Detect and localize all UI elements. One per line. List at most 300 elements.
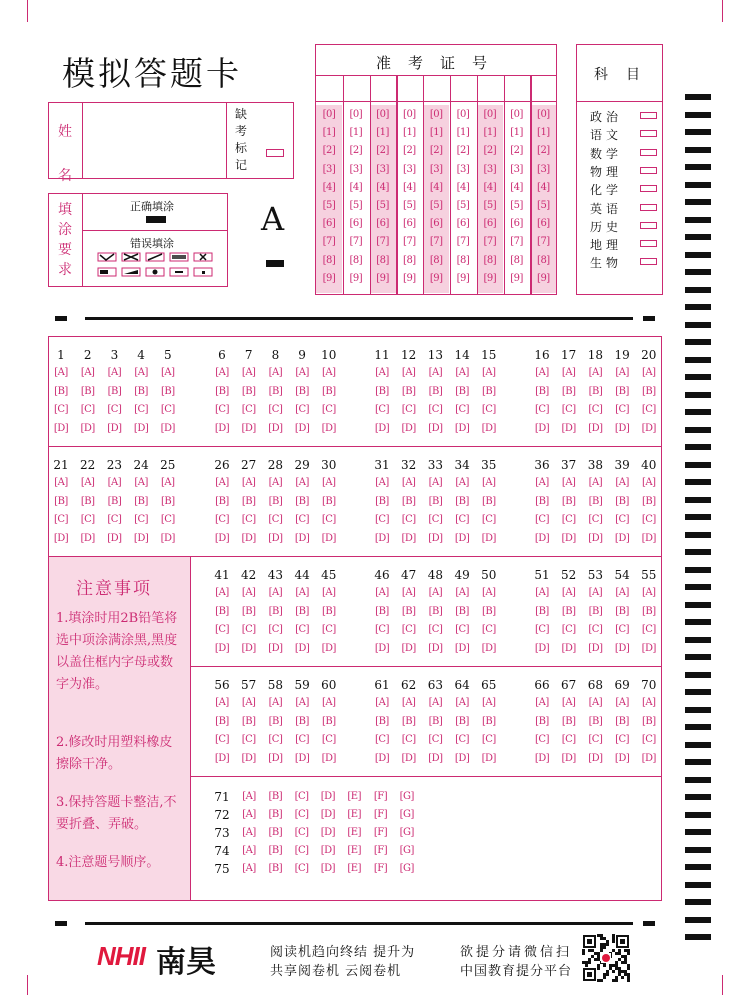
answer-bubble[interactable]: [A] [322,367,336,378]
answer-bubble[interactable]: [C] [241,734,256,745]
answer-bubble[interactable]: [D] [428,642,443,654]
subject-bubble[interactable] [640,149,657,156]
answer-bubble[interactable]: [D] [454,532,470,544]
answer-bubble[interactable]: [A] [161,477,175,488]
answer-bubble[interactable]: [C] [588,624,603,635]
absent-mark-box[interactable] [266,149,284,157]
answer-bubble[interactable]: [C] [535,624,549,635]
answer-bubble[interactable]: [B] [321,715,336,727]
answer-bubble[interactable]: [B] [535,605,549,617]
answer-bubble[interactable]: [B] [268,845,283,856]
answer-bubble[interactable]: [C] [294,845,309,856]
answer-bubble[interactable]: [G] [399,791,414,802]
answer-bubble[interactable]: [E] [347,791,361,802]
answer-bubble[interactable]: [E] [347,863,361,874]
answer-bubble[interactable]: [C] [241,624,256,635]
answer-bubble[interactable]: [A] [375,367,389,378]
answer-bubble[interactable]: [D] [454,752,470,764]
name-field[interactable] [84,104,224,177]
answer-bubble[interactable]: [A] [322,587,336,598]
answer-bubble[interactable]: [D] [241,532,256,544]
answer-bubble[interactable]: [F] [373,827,388,838]
answer-bubble[interactable]: [C] [295,514,310,525]
answer-bubble[interactable]: [B] [535,495,549,507]
answer-bubble[interactable]: [C] [401,734,416,745]
answer-bubble[interactable]: [D] [214,422,230,434]
answer-bubble[interactable]: [B] [54,495,68,507]
answer-bubble[interactable]: [B] [615,605,629,617]
answer-bubble[interactable]: [D] [241,752,256,764]
answer-bubble[interactable]: [A] [242,863,256,874]
admission-digit-bubble[interactable]: [3] [429,163,443,175]
answer-bubble[interactable]: [D] [534,532,550,544]
answer-bubble[interactable]: [B] [615,495,629,507]
answer-bubble[interactable]: [D] [641,422,656,434]
admission-digit-bubble[interactable]: [7] [322,236,336,248]
answer-bubble[interactable]: [B] [375,385,389,397]
answer-bubble[interactable]: [C] [428,404,443,415]
admission-digit-bubble[interactable]: [9] [510,272,523,284]
admission-digit-bubble[interactable]: [5] [510,200,523,211]
answer-bubble[interactable]: [C] [561,624,576,635]
admission-digit-bubble[interactable]: [6] [456,218,470,230]
answer-bubble[interactable]: [A] [268,477,283,488]
answer-bubble[interactable]: [C] [481,514,496,525]
admission-digit-bubble[interactable]: [1] [429,127,443,139]
answer-bubble[interactable]: [A] [107,367,122,378]
subject-bubble[interactable] [640,130,657,137]
answer-bubble[interactable]: [C] [561,404,576,415]
answer-bubble[interactable]: [B] [107,495,122,507]
answer-bubble[interactable]: [C] [160,404,175,415]
admission-digit-bubble[interactable]: [7] [349,236,363,248]
subject-bubble[interactable] [640,258,657,265]
answer-bubble[interactable]: [D] [588,422,603,434]
answer-bubble[interactable]: [C] [134,404,149,415]
answer-bubble[interactable]: [B] [160,495,175,507]
answer-bubble[interactable]: [C] [455,734,470,745]
answer-bubble[interactable]: [D] [401,752,416,764]
answer-bubble[interactable]: [A] [401,697,416,708]
answer-bubble[interactable]: [D] [614,422,630,434]
answer-bubble[interactable]: [A] [428,367,443,378]
answer-bubble[interactable]: [C] [561,514,576,525]
answer-bubble[interactable]: [A] [428,587,443,598]
answer-bubble[interactable]: [B] [401,605,416,617]
answer-bubble[interactable]: [D] [481,642,496,654]
answer-bubble[interactable]: [A] [268,587,283,598]
admission-digit-bubble[interactable]: [9] [403,272,416,284]
answer-bubble[interactable]: [A] [215,367,229,378]
answer-bubble[interactable]: [C] [588,734,603,745]
admission-digit-bubble[interactable]: [3] [456,163,470,175]
answer-bubble[interactable]: [D] [401,422,416,434]
answer-bubble[interactable]: [A] [535,587,549,598]
admission-digit-bubble[interactable]: [7] [510,236,523,248]
admission-digit-bubble[interactable]: [4] [429,181,443,193]
answer-bubble[interactable]: [B] [160,385,175,397]
admission-digit-bubble[interactable]: [0] [456,109,470,120]
answer-bubble[interactable]: [C] [375,404,389,415]
answer-bubble[interactable]: [A] [615,367,629,378]
answer-bubble[interactable]: [B] [588,495,603,507]
answer-bubble[interactable]: [B] [588,715,603,727]
answer-bubble[interactable]: [A] [642,477,656,488]
admission-digit-bubble[interactable]: [2] [429,145,443,157]
answer-bubble[interactable]: [C] [215,734,229,745]
answer-bubble[interactable]: [A] [642,367,656,378]
answer-bubble[interactable]: [A] [242,827,256,838]
answer-bubble[interactable]: [B] [401,495,416,507]
answer-bubble[interactable]: [C] [160,514,175,525]
answer-bubble[interactable]: [C] [321,624,336,635]
admission-digit-bubble[interactable]: [4] [456,181,470,193]
answer-bubble[interactable]: [D] [160,422,175,434]
answer-bubble[interactable]: [A] [80,477,95,488]
answer-bubble[interactable]: [C] [321,514,336,525]
answer-bubble[interactable]: [C] [588,514,603,525]
admission-digit-bubble[interactable]: [1] [376,127,389,139]
answer-bubble[interactable]: [B] [215,495,229,507]
answer-bubble[interactable]: [F] [373,809,388,820]
admission-digit-bubble[interactable]: [9] [483,272,497,284]
answer-bubble[interactable]: [C] [294,827,309,838]
answer-bubble[interactable]: [B] [561,385,576,397]
answer-bubble[interactable]: [D] [428,752,443,764]
answer-bubble[interactable]: [D] [53,422,69,434]
answer-bubble[interactable]: [D] [320,845,336,856]
answer-bubble[interactable]: [C] [615,734,630,745]
answer-bubble[interactable]: [D] [481,752,496,764]
admission-digit-bubble[interactable]: [8] [429,254,443,266]
answer-bubble[interactable]: [B] [295,495,309,507]
answer-bubble[interactable]: [B] [641,715,656,727]
answer-bubble[interactable]: [D] [534,642,550,654]
answer-bubble[interactable]: [C] [54,404,68,415]
answer-bubble[interactable]: [G] [399,809,414,820]
answer-bubble[interactable]: [A] [375,697,389,708]
subject-bubble[interactable] [640,112,657,119]
answer-bubble[interactable]: [B] [561,605,576,617]
answer-bubble[interactable]: [A] [588,587,603,598]
answer-bubble[interactable]: [C] [321,734,336,745]
admission-digit-bubble[interactable]: [2] [403,145,416,157]
answer-bubble[interactable]: [D] [561,422,576,434]
admission-digit-bubble[interactable]: [1] [510,127,523,139]
answer-bubble[interactable]: [C] [294,791,309,802]
answer-bubble[interactable]: [B] [375,715,389,727]
answer-bubble[interactable]: [A] [375,477,389,488]
answer-bubble[interactable]: [C] [268,404,283,415]
answer-bubble[interactable]: [A] [455,367,469,378]
answer-bubble[interactable]: [B] [428,605,443,617]
answer-bubble[interactable]: [G] [399,863,414,874]
answer-bubble[interactable]: [A] [241,587,256,598]
admission-digit-bubble[interactable]: [2] [510,145,523,157]
answer-bubble[interactable]: [D] [320,827,336,838]
answer-bubble[interactable]: [C] [107,514,122,525]
answer-bubble[interactable]: [D] [268,422,283,434]
answer-bubble[interactable]: [F] [373,791,388,802]
answer-bubble[interactable]: [A] [642,697,656,708]
answer-bubble[interactable]: [A] [295,477,309,488]
answer-bubble[interactable]: [D] [241,422,256,434]
admission-digit-bubble[interactable]: [9] [376,272,389,284]
answer-bubble[interactable]: [B] [80,495,95,507]
admission-digit-bubble[interactable]: [5] [429,200,443,211]
answer-bubble[interactable]: [D] [561,752,576,764]
answer-bubble[interactable]: [D] [534,422,550,434]
answer-bubble[interactable]: [G] [399,845,414,856]
answer-bubble[interactable]: [A] [482,697,496,708]
answer-bubble[interactable]: [A] [215,587,229,598]
answer-bubble[interactable]: [A] [561,697,576,708]
answer-bubble[interactable]: [C] [375,514,389,525]
admission-digit-bubble[interactable]: [1] [322,127,336,139]
answer-bubble[interactable]: [C] [268,514,283,525]
answer-bubble[interactable]: [D] [321,642,336,654]
answer-bubble[interactable]: [B] [641,495,656,507]
answer-bubble[interactable]: [D] [641,752,656,764]
answer-bubble[interactable]: [B] [428,495,443,507]
answer-bubble[interactable]: [C] [588,404,603,415]
answer-bubble[interactable]: [B] [215,605,229,617]
answer-bubble[interactable]: [B] [295,715,309,727]
answer-bubble[interactable]: [B] [241,385,256,397]
answer-bubble[interactable]: [A] [54,367,68,378]
answer-bubble[interactable]: [C] [215,514,229,525]
admission-digit-bubble[interactable]: [3] [537,163,550,175]
answer-bubble[interactable]: [A] [295,587,309,598]
answer-bubble[interactable]: [B] [641,385,656,397]
answer-bubble[interactable]: [C] [641,404,656,415]
answer-bubble[interactable]: [C] [615,624,630,635]
answer-bubble[interactable]: [A] [455,477,469,488]
answer-bubble[interactable]: [D] [268,532,283,544]
answer-bubble[interactable]: [B] [588,605,603,617]
admission-digit-bubble[interactable]: [6] [322,218,336,230]
answer-bubble[interactable]: [D] [294,422,310,434]
answer-bubble[interactable]: [B] [80,385,95,397]
answer-bubble[interactable]: [C] [455,404,470,415]
admission-digit-bubble[interactable]: [7] [537,236,550,248]
answer-bubble[interactable]: [A] [482,367,496,378]
admission-digit-bubble[interactable]: [1] [537,127,550,139]
admission-digit-bubble[interactable]: [8] [456,254,470,266]
answer-bubble[interactable]: [D] [321,532,336,544]
answer-bubble[interactable]: [A] [535,477,549,488]
answer-bubble[interactable]: [B] [321,605,336,617]
answer-bubble[interactable]: [A] [535,697,549,708]
admission-digit-bubble[interactable]: [9] [537,272,550,284]
admission-digit-bubble[interactable]: [0] [483,109,497,120]
admission-digit-bubble[interactable]: [4] [510,181,523,193]
answer-bubble[interactable]: [B] [215,385,229,397]
answer-bubble[interactable]: [C] [455,514,470,525]
answer-bubble[interactable]: [C] [241,514,256,525]
answer-bubble[interactable]: [A] [642,587,656,598]
answer-bubble[interactable]: [A] [80,367,95,378]
admission-digit-bubble[interactable]: [2] [456,145,470,157]
answer-bubble[interactable]: [B] [455,495,469,507]
answer-bubble[interactable]: [D] [588,532,603,544]
answer-bubble[interactable]: [B] [401,715,416,727]
answer-bubble[interactable]: [F] [373,845,388,856]
answer-bubble[interactable]: [B] [268,791,283,802]
answer-bubble[interactable]: [A] [455,587,469,598]
admission-digit-bubble[interactable]: [5] [322,200,336,211]
answer-bubble[interactable]: [C] [641,514,656,525]
answer-bubble[interactable]: [B] [54,385,68,397]
answer-bubble[interactable]: [C] [134,514,149,525]
answer-bubble[interactable]: [D] [133,532,149,544]
answer-bubble[interactable]: [C] [295,404,310,415]
answer-bubble[interactable]: [D] [614,532,630,544]
answer-bubble[interactable]: [B] [321,385,336,397]
answer-bubble[interactable]: [C] [615,404,630,415]
answer-bubble[interactable]: [B] [241,495,256,507]
answer-bubble[interactable]: [A] [401,477,416,488]
subject-bubble[interactable] [640,240,657,247]
answer-bubble[interactable]: [B] [268,495,283,507]
admission-digit-bubble[interactable]: [6] [349,218,363,230]
answer-bubble[interactable]: [D] [80,422,95,434]
admission-digit-bubble[interactable]: [5] [537,200,550,211]
admission-digit-bubble[interactable]: [7] [456,236,470,248]
admission-digit-bubble[interactable]: [8] [349,254,363,266]
subject-bubble[interactable] [640,167,657,174]
answer-bubble[interactable]: [B] [215,715,229,727]
answer-bubble[interactable]: [B] [615,385,629,397]
answer-bubble[interactable]: [D] [561,642,576,654]
answer-bubble[interactable]: [B] [295,605,309,617]
answer-bubble[interactable]: [B] [481,385,496,397]
answer-bubble[interactable]: [D] [641,642,656,654]
answer-bubble[interactable]: [D] [320,863,336,874]
admission-digit-bubble[interactable]: [8] [403,254,416,266]
admission-digit-bubble[interactable]: [3] [483,163,497,175]
answer-bubble[interactable]: [D] [160,532,175,544]
answer-bubble[interactable]: [A] [215,477,229,488]
answer-bubble[interactable]: [B] [455,385,469,397]
answer-bubble[interactable]: [B] [535,385,549,397]
answer-bubble[interactable]: [D] [268,642,283,654]
answer-bubble[interactable]: [C] [401,514,416,525]
answer-bubble[interactable]: [F] [373,863,388,874]
admission-digit-bubble[interactable]: [7] [403,236,416,248]
answer-bubble[interactable]: [A] [295,367,309,378]
admission-digit-bubble[interactable]: [2] [376,145,389,157]
admission-digit-bubble[interactable]: [3] [322,163,336,175]
admission-digit-bubble[interactable]: [1] [456,127,470,139]
answer-bubble[interactable]: [C] [535,404,549,415]
answer-bubble[interactable]: [D] [588,752,603,764]
answer-bubble[interactable]: [A] [268,697,283,708]
admission-digit-bubble[interactable]: [5] [456,200,470,211]
admission-digit-bubble[interactable]: [1] [483,127,497,139]
answer-bubble[interactable]: [A] [401,367,416,378]
admission-digit-bubble[interactable]: [8] [376,254,389,266]
answer-bubble[interactable]: [D] [641,532,656,544]
admission-digit-bubble[interactable]: [4] [483,181,497,193]
admission-digit-bubble[interactable]: [9] [349,272,363,284]
answer-bubble[interactable]: [B] [375,495,389,507]
answer-bubble[interactable]: [B] [535,715,549,727]
answer-bubble[interactable]: [C] [401,624,416,635]
answer-bubble[interactable]: [D] [214,752,230,764]
answer-bubble[interactable]: [A] [615,477,629,488]
answer-bubble[interactable]: [D] [614,752,630,764]
answer-bubble[interactable]: [D] [294,642,310,654]
answer-bubble[interactable]: [B] [641,605,656,617]
answer-bubble[interactable]: [C] [641,734,656,745]
answer-bubble[interactable]: [D] [401,642,416,654]
answer-bubble[interactable]: [A] [561,477,576,488]
admission-digit-bubble[interactable]: [8] [483,254,497,266]
answer-bubble[interactable]: [C] [80,404,95,415]
answer-bubble[interactable]: [C] [107,404,122,415]
admission-digit-bubble[interactable]: [6] [537,218,550,230]
answer-bubble[interactable]: [D] [454,642,470,654]
answer-bubble[interactable]: [D] [374,532,390,544]
admission-digit-bubble[interactable]: [4] [349,181,363,193]
answer-bubble[interactable]: [C] [535,734,549,745]
answer-bubble[interactable]: [A] [241,477,256,488]
answer-bubble[interactable]: [C] [268,624,283,635]
answer-bubble[interactable]: [A] [241,697,256,708]
answer-bubble[interactable]: [C] [375,624,389,635]
answer-bubble[interactable]: [C] [535,514,549,525]
answer-bubble[interactable]: [C] [294,863,309,874]
answer-bubble[interactable]: [D] [107,422,122,434]
answer-bubble[interactable]: [A] [242,791,256,802]
answer-bubble[interactable]: [A] [54,477,68,488]
answer-bubble[interactable]: [D] [374,642,390,654]
answer-bubble[interactable]: [B] [107,385,122,397]
answer-bubble[interactable]: [A] [107,477,122,488]
answer-bubble[interactable]: [D] [214,642,230,654]
answer-bubble[interactable]: [D] [320,809,336,820]
answer-bubble[interactable]: [D] [588,642,603,654]
answer-bubble[interactable]: [B] [268,863,283,874]
admission-digit-bubble[interactable]: [2] [483,145,497,157]
answer-bubble[interactable]: [D] [561,532,576,544]
answer-bubble[interactable]: [B] [481,605,496,617]
answer-bubble[interactable]: [C] [241,404,256,415]
answer-bubble[interactable]: [D] [321,422,336,434]
admission-digit-bubble[interactable]: [6] [510,218,523,230]
answer-bubble[interactable]: [C] [455,624,470,635]
admission-digit-bubble[interactable]: [0] [429,109,443,120]
answer-bubble[interactable]: [A] [615,587,629,598]
admission-digit-bubble[interactable]: [6] [429,218,443,230]
answer-bubble[interactable]: [A] [134,367,148,378]
answer-bubble[interactable]: [D] [107,532,122,544]
answer-bubble[interactable]: [C] [615,514,630,525]
answer-bubble[interactable]: [B] [588,385,603,397]
answer-bubble[interactable]: [B] [241,715,256,727]
admission-digit-bubble[interactable]: [9] [429,272,443,284]
answer-bubble[interactable]: [C] [215,624,229,635]
admission-digit-bubble[interactable]: [2] [322,145,336,157]
answer-bubble[interactable]: [D] [401,532,416,544]
answer-bubble[interactable]: [D] [294,532,310,544]
answer-bubble[interactable]: [B] [268,605,283,617]
answer-bubble[interactable]: [C] [481,404,496,415]
admission-digit-bubble[interactable]: [5] [403,200,416,211]
answer-bubble[interactable]: [B] [241,605,256,617]
answer-bubble[interactable]: [D] [481,532,496,544]
